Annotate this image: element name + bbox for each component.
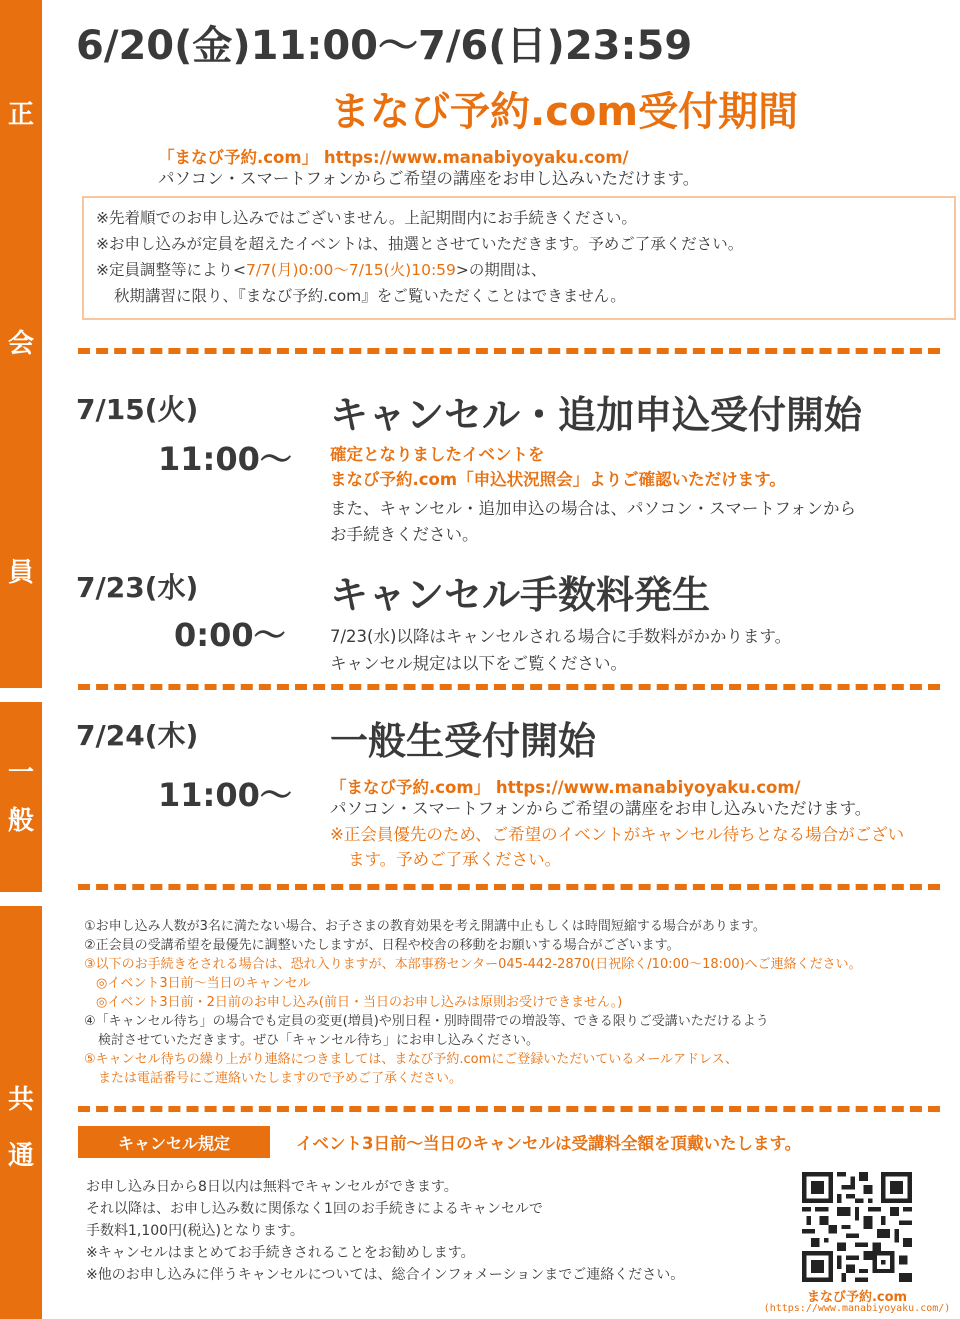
note-line-prefix: ※定員調整等により< [96, 261, 246, 279]
note-line: ※お申し込みが定員を超えたイベントは、抽選とさせていただきます。予めご了承ください。 [96, 235, 744, 253]
sidebar-members-char: 正 [7, 99, 34, 130]
divider [78, 1106, 940, 1112]
common-note: ⑤キャンセル待ちの繰り上がり連絡につきましては、まなび予約.comにご登録いただいているメールアドレス、 [84, 1052, 739, 1067]
common-note: ◎イベント3日前・2日前のお申し込み(前日・当日のお申し込みは原則お受けできません。) [96, 995, 623, 1010]
sidebar-common [0, 906, 42, 1319]
cancel-fee-date: 7/23(水) [76, 571, 199, 604]
sidebar-general [0, 702, 42, 892]
sidebar-general-char: 一 [7, 758, 34, 788]
period-site-link[interactable]: 「まなび予約.com」 https://www.manabiyoyaku.com/ [158, 148, 629, 167]
general-note: ※正会員優先のため、ご希望のイベントがキャンセル待ちとなる場合がござい [330, 825, 905, 844]
common-note: 検討させていただきます。ぜひ「キャンセル待ち」にお申し込みください。 [98, 1033, 539, 1048]
cancel-policy-badge: キャンセル規定 [78, 1126, 270, 1158]
note-line-suffix: >の期間は、 [455, 261, 547, 279]
divider [78, 348, 940, 354]
divider [78, 684, 940, 690]
note-line [96, 258, 546, 283]
common-note: ◎イベント3日前〜当日のキャンセル [96, 976, 311, 991]
qr-url[interactable]: (https://www.manabiyoyaku.com/) [763, 1303, 951, 1314]
cancel-policy-line: お申し込み日から8日以内は無料でキャンセルができます。 [86, 1179, 458, 1195]
common-note: ④「キャンセル待ち」の場合でも定員の変更(増員)や別日程・別時間帯での増設等、できる限りご受講いただけるよう [84, 1014, 769, 1029]
common-note: ②正会員の受講希望を最優先に調整いたしますが、日程や校舎の移動をお願いする場合がございます。 [84, 938, 680, 953]
sidebar-members [0, 0, 42, 688]
notes-box [82, 196, 956, 320]
sidebar-general-char: 般 [7, 806, 34, 836]
cancel-add-line: 確定となりましたイベントを [330, 445, 545, 464]
common-note: ③以下のお手続きをされる場合は、恐れ入りますが、本部事務センター045-442-2870(日祝除く/10:00〜18:00)へご連絡ください。 [84, 957, 862, 972]
sidebar-members-char: 員 [7, 558, 34, 589]
sidebar-common-char: 共 [7, 1085, 34, 1115]
qr-label: まなび予約.com [806, 1290, 908, 1305]
cancel-policy-line: ※キャンセルはまとめてお手続きされることをお勧めします。 [86, 1245, 475, 1261]
note-line: ※先着順でのお申し込みではございません。上記期間内にお手続きください。 [96, 209, 637, 227]
note-line: 秋期講習に限り、『まなび予約.com』をご覧いただくことはできません。 [114, 287, 626, 305]
cancel-add-heading: キャンセル・追加申込受付開始 [330, 393, 863, 437]
period-description: パソコン・スマートフォンからご希望の講座をお申し込みいただけます。 [158, 169, 700, 188]
sidebar-members-char: 会 [7, 328, 34, 359]
cancel-fee-line: キャンセル規定は以下をご覧ください。 [330, 654, 627, 673]
cancel-policy-line: ※他のお申し込みに伴うキャンセルについては、総合インフォメーションまでご連絡ください。 [86, 1267, 685, 1283]
period-date-range: 6/20(金)11:00〜7/6(日)23:59 [76, 23, 693, 69]
cancel-add-line: まなび予約.com「申込状況照会」よりご確認いただけます。 [330, 470, 786, 489]
common-note: または電話番号にご連絡いたしますので予めご了承ください。 [98, 1071, 463, 1086]
period-title: まなび予約.com受付期間 [330, 89, 799, 135]
sidebar-common-char: 通 [7, 1141, 34, 1171]
cancel-add-line: また、キャンセル・追加申込の場合は、パソコン・スマートフォンから [330, 499, 857, 518]
general-site-link[interactable]: 「まなび予約.com」 https://www.manabiyoyaku.com/ [330, 778, 801, 797]
note-line-period: 7/7(月)0:00〜7/15(火)10:59 [245, 261, 456, 279]
general-time: 11:00〜 [158, 776, 292, 814]
cancel-fee-heading: キャンセル手数料発生 [330, 573, 711, 617]
divider [78, 884, 940, 890]
cancel-policy-line: それ以降は、お申し込み数に関係なく1回のお手続きによるキャンセルで [86, 1201, 543, 1217]
general-note: ます。予めご了承ください。 [348, 850, 562, 869]
cancel-policy-headline: イベント3日前〜当日のキャンセルは受講料全額を頂戴いたします。 [296, 1134, 802, 1153]
common-note: ①お申し込み人数が3名に満たない場合、お子さまの教育効果を考え開講中止もしくは時間短縮する場合があります。 [84, 919, 766, 934]
cancel-fee-time: 0:00〜 [174, 616, 286, 654]
cancel-fee-line: 7/23(水)以降はキャンセルされる場合に手数料がかかります。 [330, 627, 792, 646]
cancel-add-line: お手続きください。 [330, 525, 479, 544]
general-line: パソコン・スマートフォンからご希望の講座をお申し込みいただけます。 [330, 799, 872, 818]
general-date: 7/24(木) [76, 719, 199, 752]
cancel-add-date: 7/15(火) [76, 393, 199, 426]
general-heading: 一般生受付開始 [330, 719, 597, 763]
cancel-add-time: 11:00〜 [158, 440, 292, 478]
qr-code-icon[interactable] [802, 1172, 912, 1282]
cancel-policy-line: 手数料1,100円(税込)となります。 [86, 1223, 304, 1239]
